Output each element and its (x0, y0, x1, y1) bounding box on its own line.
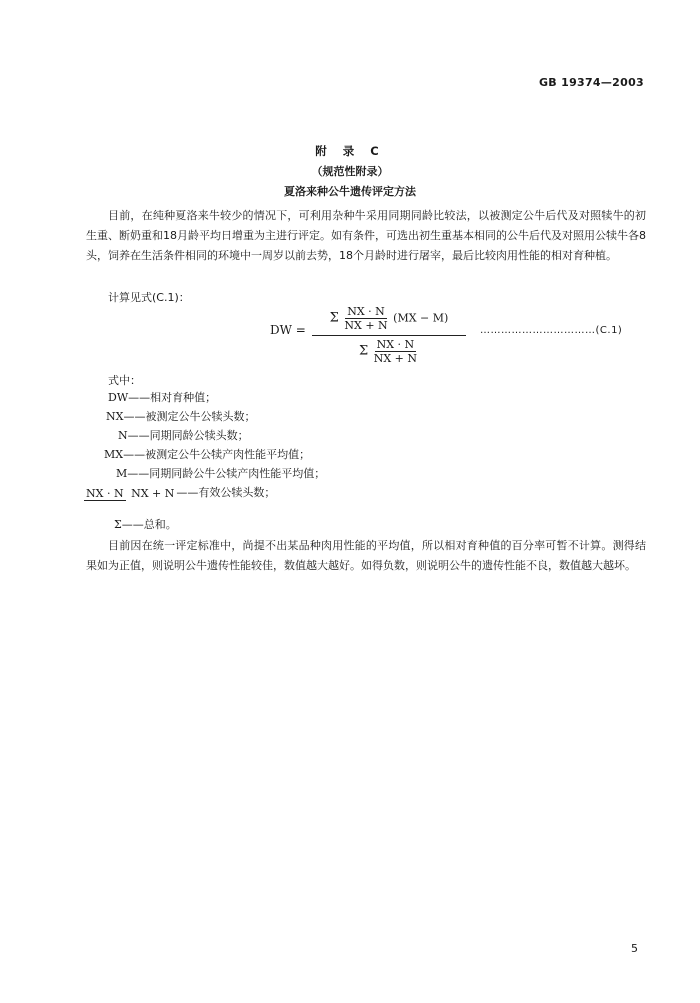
formula-diff: (MX − M) (393, 311, 449, 325)
paragraph-note: 目前因在统一评定标准中，尚提不出某品种肉用性能的平均值，所以相对育种值的百分率可暂不计算。测得结果如为正值，则说明公牛遗传性能较佳，数值越大越好。如得负数，则说明公牛的遗传性能不良，数值越大越坏。 (86, 539, 646, 572)
sigma-symbol: Σ (359, 343, 369, 359)
definition-nx (106, 408, 255, 424)
effective-count-fraction (342, 305, 389, 332)
equation-number: ……………………………(C.1) (480, 325, 623, 336)
definition-symbol: NX (106, 410, 124, 423)
definition-text: ——有效公犊头数； (176, 486, 276, 499)
definition-text: ——被测定公牛公犊头数； (123, 410, 256, 423)
definition-symbol: N (118, 429, 128, 442)
definition-effective-count (84, 484, 275, 500)
definition-symbol (84, 487, 176, 500)
formula-lhs: DW = (270, 323, 306, 337)
calc-intro: 计算见式(C.1)： (108, 291, 190, 304)
definition-sigma (114, 516, 177, 532)
definition-text: ——同期同龄公犊头数； (127, 429, 249, 442)
definition-text: ——总和。 (121, 518, 177, 531)
formula-c1 (270, 305, 650, 365)
definition-symbol: DW (108, 391, 129, 404)
definition-text: ——同期同龄公牛公犊产肉性能平均值； (127, 467, 326, 480)
definition-text: ——被测定公牛公犊产肉性能平均值； (123, 448, 311, 461)
sigma-symbol: Σ (329, 310, 339, 326)
standard-number: GB 19374—2003 (538, 76, 644, 89)
fraction-denominator: NX + N (131, 486, 175, 500)
definition-symbol: M (116, 467, 128, 480)
definition-m (116, 465, 325, 481)
definition-dw (108, 389, 216, 405)
definition-symbol: MX (104, 448, 124, 461)
formula-fraction (312, 305, 466, 365)
fraction-denominator: NX + N (344, 319, 388, 332)
paragraph-method: 目前，在纯种夏洛来牛较少的情况下，可利用杂种牛采用同期同龄比较法，以被测定公牛后代及对照犊牛的初生重、断奶重和18月龄平均日增重为主进行评定。如有条件，可选出初生重基本相同的公牛后代及对照用公犊牛各8头，饲养在生活条件相同的环境中一周岁以前去势，18个月龄时进行屠宰，最后比较肉用性能的相对育种植。 (86, 209, 646, 262)
annex-type: （规范性附录） (311, 165, 389, 178)
formula-denominator (312, 336, 466, 365)
definition-text: ——相对育种值； (128, 391, 217, 404)
fraction-numerator: NX · N (86, 486, 124, 500)
page-number: 5 (631, 942, 638, 955)
fraction-numerator: NX · N (376, 338, 415, 351)
annex-title: 附 录 C (315, 144, 385, 158)
effective-count-fraction (372, 338, 419, 365)
formula-numerator (312, 305, 466, 333)
fraction-denominator: NX + N (373, 352, 417, 365)
definition-symbol: Σ (114, 518, 122, 531)
definition-n (118, 427, 249, 443)
definition-mx (104, 446, 310, 462)
where-label: 式中： (108, 374, 141, 387)
fraction-numerator: NX · N (347, 305, 385, 318)
annex-subtitle: 夏洛来种公牛遗传评定方法 (284, 185, 416, 198)
